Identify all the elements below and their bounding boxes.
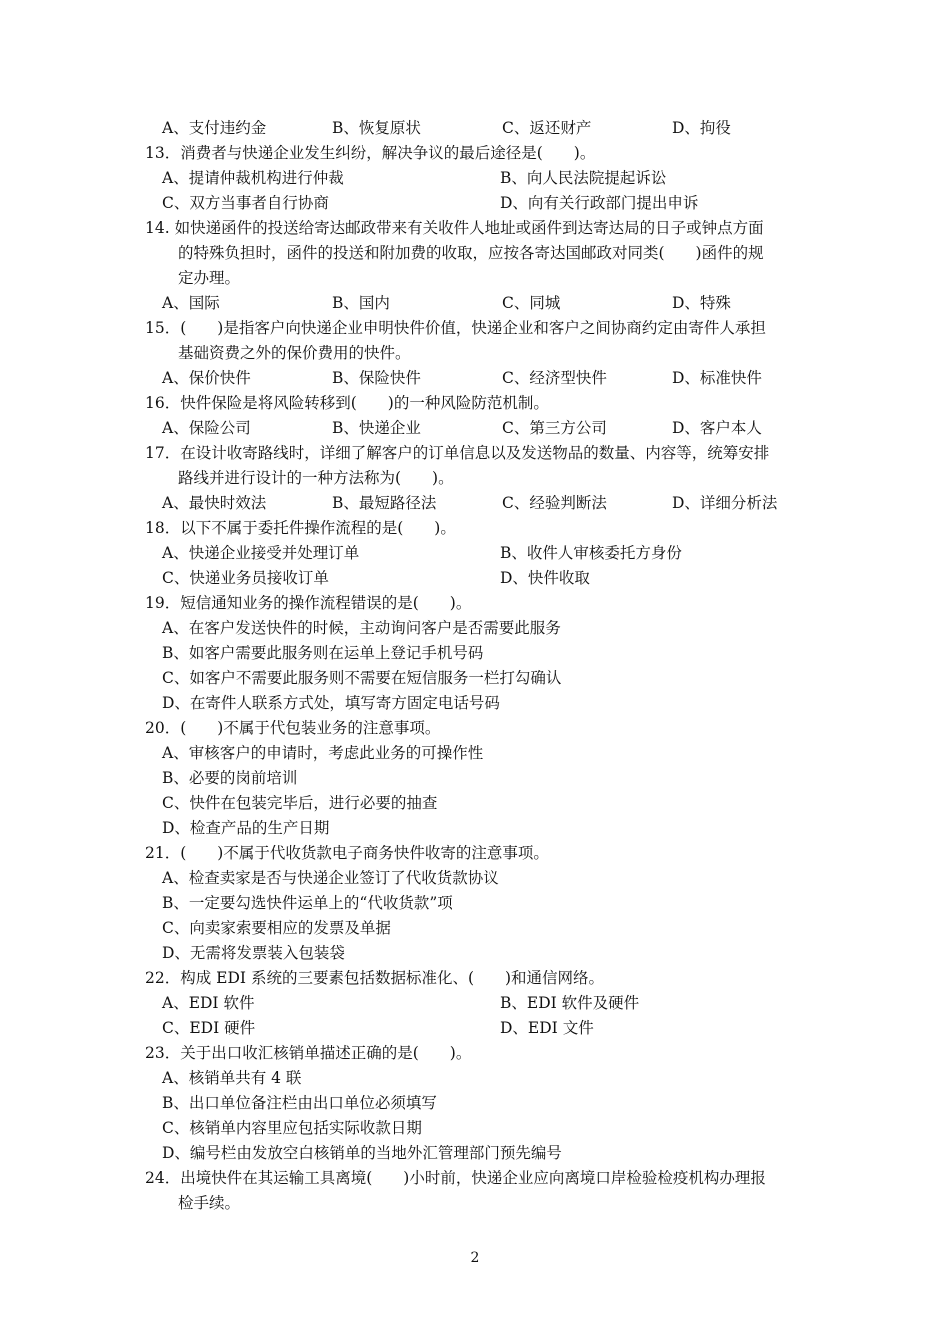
answer-option: A、EDI 软件	[162, 994, 255, 1012]
answer-option: D、在寄件人联系方式处，填写寄方固定电话号码	[162, 694, 500, 712]
question-continuation: 路线并进行设计的一种方法称为( )。	[178, 469, 454, 487]
option-row	[145, 366, 815, 391]
answer-option: D、标准快件	[672, 369, 762, 387]
option-row	[145, 566, 815, 591]
question-text: 19．短信通知业务的操作流程错误的是( )。	[145, 594, 472, 612]
answer-option: C、核销单内容里应包括实际收款日期	[162, 1119, 422, 1137]
question-text: 16．快件保险是将风险转移到( )的一种风险防范机制。	[145, 394, 549, 412]
answer-option: D、无需将发票装入包装袋	[162, 944, 345, 962]
answer-option: D、编号栏由发放空白核销单的当地外汇管理部门预先编号	[162, 1144, 562, 1162]
answer-option: B、保险快件	[332, 369, 421, 387]
question-text: 22．构成 EDI 系统的三要素包括数据标准化、( )和通信网络。	[145, 969, 605, 987]
answer-option: A、保价快件	[162, 369, 251, 387]
answer-option: D、拘役	[672, 119, 731, 137]
answer-option: D、EDI 文件	[500, 1019, 594, 1037]
answer-option: A、最快时效法	[162, 494, 267, 512]
answer-option: A、核销单共有 4 联	[162, 1069, 302, 1087]
question-continuation: 的特殊负担时，函件的投送和附加费的收取，应按各寄达国邮政对同类( )函件的规	[178, 244, 764, 262]
answer-option: A、支付违约金	[162, 119, 267, 137]
answer-option: C、返还财产	[502, 119, 592, 137]
answer-option: B、向人民法院提起诉讼	[500, 169, 667, 187]
question-text: 15．( )是指客户向快递企业申明快件价值，快递企业和客户之间协商约定由寄件人承担	[145, 319, 766, 337]
answer-option: B、恢复原状	[332, 119, 421, 137]
answer-option: A、检查卖家是否与快递企业签订了代收货款协议	[162, 869, 499, 887]
option-row	[145, 166, 815, 191]
answer-option: A、提请仲裁机构进行仲裁	[162, 169, 344, 187]
answer-option: C、经验判断法	[502, 494, 607, 512]
question-text: 21．( )不属于代收货款电子商务快件收寄的注意事项。	[145, 844, 549, 862]
question-list	[145, 116, 815, 1216]
answer-option: D、详细分析法	[672, 494, 778, 512]
question-text: 20．( )不属于代包装业务的注意事项。	[145, 719, 441, 737]
option-row	[145, 291, 815, 316]
answer-option: A、国际	[162, 294, 220, 312]
answer-option: B、快递企业	[332, 419, 421, 437]
answer-option: D、向有关行政部门提出申诉	[500, 194, 699, 212]
answer-option: C、向卖家索要相应的发票及单据	[162, 919, 391, 937]
option-row	[145, 991, 815, 1016]
answer-option: A、保险公司	[162, 419, 251, 437]
answer-option: B、一定要勾选快件运单上的“代收货款”项	[162, 894, 453, 912]
answer-option: B、如客户需要此服务则在运单上登记手机号码	[162, 644, 484, 662]
question-text: 18．以下不属于委托件操作流程的是( )。	[145, 519, 456, 537]
answer-option: C、同城	[502, 294, 561, 312]
question-continuation: 定办理。	[178, 269, 241, 287]
answer-option: C、快递业务员接收订单	[162, 569, 329, 587]
answer-option: A、快递企业接受并处理订单	[162, 544, 360, 562]
answer-option: C、快件在包装完毕后，进行必要的抽查	[162, 794, 438, 812]
option-row	[145, 1016, 815, 1041]
question-text: 13．消费者与快递企业发生纠纷，解决争议的最后途径是( )。	[145, 144, 596, 162]
question-continuation: 基础资费之外的保价费用的快件。	[178, 344, 411, 362]
answer-option: B、国内	[332, 294, 390, 312]
answer-option: A、在客户发送快件的时候，主动询问客户是否需要此服务	[162, 619, 561, 637]
answer-option: D、快件收取	[500, 569, 590, 587]
answer-option: D、特殊	[672, 294, 731, 312]
question-continuation: 检手续。	[178, 1194, 241, 1212]
answer-option: B、必要的岗前培训	[162, 769, 298, 787]
answer-option: B、最短路径法	[332, 494, 437, 512]
question-text: 23．关于出口收汇核销单描述正确的是( )。	[145, 1044, 472, 1062]
answer-option: A、审核客户的申请时，考虑此业务的可操作性	[162, 744, 484, 762]
question-text: 17．在设计收寄路线时，详细了解客户的订单信息以及发送物品的数量、内容等，统筹安排	[145, 444, 770, 462]
answer-option: D、客户本人	[672, 419, 762, 437]
answer-option: C、第三方公司	[502, 419, 607, 437]
option-row	[145, 116, 815, 141]
answer-option: C、EDI 硬件	[162, 1019, 256, 1037]
answer-option: C、经济型快件	[502, 369, 607, 387]
option-row	[145, 491, 815, 516]
answer-option: B、收件人审核委托方身份	[500, 544, 682, 562]
option-row	[145, 191, 815, 216]
page-number: 2	[470, 1250, 480, 1266]
answer-option: B、EDI 软件及硬件	[500, 994, 640, 1012]
option-row	[145, 416, 815, 441]
answer-option: C、如客户不需要此服务则不需要在短信服务一栏打勾确认	[162, 669, 562, 687]
answer-option: C、双方当事者自行协商	[162, 194, 329, 212]
answer-option: B、出口单位备注栏由出口单位必须填写	[162, 1094, 437, 1112]
answer-option: D、检查产品的生产日期	[162, 819, 330, 837]
option-row	[145, 541, 815, 566]
question-text: 14. 如快递函件的投送给寄达邮政带来有关收件人地址或函件到达寄达局的日子或钟点方面	[145, 219, 764, 237]
question-text: 24．出境快件在其运输工具离境( )小时前，快递企业应向离境口岸检验检疫机构办理报	[145, 1169, 766, 1187]
